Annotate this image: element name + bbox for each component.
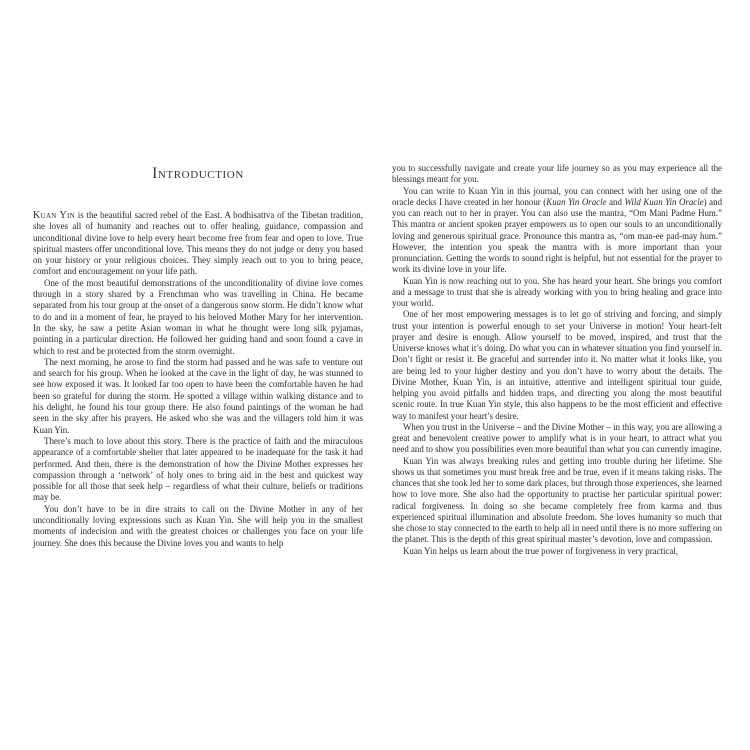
paragraph [33,210,363,278]
paragraph [392,186,722,276]
paragraph: Kuan Yin was always breaking rules and getting into trouble during her lifetime. She shows us that sometimes you must break free and be true, even if it means taking risks. The chances that she took led her to some dark places, but through those experiences, she learned how to love more. She also had the opportunity to practise her particular spiritual power: radical forgiveness. In doing so she became completely free from karma and thus experienced spiritual illumination and absolute freedom. She loves humanity so much that she chose to stay connected to the earth to help all in need until there is no more suffering on the planet. This is the depth of this great spiritual master’s devotion, love and compassion. [392,455,722,545]
paragraph: The next morning, he arose to find the storm had passed and he was safe to venture out and search for his group. When he looked at the cave in the light of day, he was stunned to see how exposed it was. It looked far too open to have been the comfortable haven he had been so grateful for during the storm. He spotted a village within walking distance and to his delight, he found his tour group there. He also found paintings of the woman he had seen in the sky after his prayers. He asked who she was and the villagers told him it was Kuan Yin. [33,356,363,435]
paragraph-text: and [606,196,625,207]
paragraph-text: ) and you can reach out to her in prayer. You can also use the mantra, “Om Mani Padme Hum.” This mantra or ancient spoken prayer empowers us to open our souls to an unconditionally loving and generous spiritual grace. Pronounce this mantra as, “om man-ee pad-may hum.” However, the intention you speak the mantra with is more important than your pronunciation. Getting the words to sound right is helpful, but not essential for the prayer to work its divine love in your life. [392,196,723,275]
paragraph: One of her most empowering messages is to let go of striving and forcing, and simply trust your intention is powerful enough to set your Universe in motion! Your heart-felt prayer and desire is enough. Allow yourself to be moved, inspired, and trust that the Universe knows what it’s doing. Do what you can in whatever situation you find yourself in. Don’t fight or resist it. Be graceful and surrender into it. No matter what it looks like, you are being led to your higher destiny and you don’t have to worry about the details. The Divine Mother, Kuan Yin, is an intuitive, attentive and intelligent spiritual tour guide, helping you avoid pitfalls and hidden traps, and directing you along the most beautiful scenic route. In true Kuan Yin style, this also happens to be the most efficient and effective way to manifest your heart’s desire. [392,309,722,421]
paragraph-text: You can write to Kuan Yin in this journal, you can connect with her using one of the oracle decks I have created in her honour ( [392,185,722,207]
right-page [375,0,750,750]
paragraph-text: is the beautiful sacred rebel of the East. A bodhisattva of the Tibetan tradition, she loves all of humanity and reaches out to offer healing, guidance, compassion and unconditional divine love to help every heart become free from fear and open to love. True spiritual masters offer unconditional love. This means they do not judge or deny you based on your history or your religious choices. They simply reach out to you to bring peace, comfort and encouragement on your life path. [33,210,363,277]
paragraph: There’s much to love about this story. There is the practice of faith and the miraculous appearance of a comfortable shelter that later appeared to be inadequate for the task it had performed. And then, there is the demonstration of how the Divine Mother expresses her compassion through a ‘network’ of holy ones to bring aid in the best and quickest way possible for all those that seek help – regardless of what their culture, beliefs or traditions may be. [33,435,363,503]
paragraph: You don’t have to be in dire straits to call on the Divine Mother in any of her unconditionally loving expressions such as Kuan Yin. She will help you in the smallest moments of indecision and with the greatest choices or challenges you face on your life journey. She does this because the Divine loves you and wants to help [33,503,363,548]
book-title-italic: Kuan Yin Oracle [546,196,607,207]
paragraph: When you trust in the Universe – and the Divine Mother – in this way, you are allowing a great and benevolent creative power to amplify what is in your heart, to attract what you need and to show you possibilities even more beautiful than what you can currently imagine. [392,421,722,455]
paragraph: One of the most beautiful demonstrations of the unconditionality of divine love comes through in a story shared by a Frenchman who was travelling in China. He became separated from his tour group at the onset of a dangerous snow storm. He didn’t know what to do and in a moment of fear, he prayed to his beloved Mother Mary for her intervention. In the sky, he saw a petite Asian woman in what he thought were long silk pyjamas, pointing in a particular direction. He followed her guiding hand and soon found a cave in which to rest and be protected from the storm overnight. [33,277,363,356]
paragraph: Kuan Yin is now reaching out to you. She has heard your heart. She brings you comfort and a message to trust that she is already working with you to bring healing and grace into your world. [392,275,722,308]
book-title-italic: Wild Kuan Yin Oracle [624,196,704,207]
paragraph: Kuan Yin helps us learn about the true power of forgiveness in very practical, [403,545,679,556]
lead-name: Kuan Yin [33,210,76,221]
chapter-title: Introduction [152,165,244,182]
paragraph: you to successfully navigate and create your life journey so as you may experience all the blessings meant for you. [392,163,722,185]
